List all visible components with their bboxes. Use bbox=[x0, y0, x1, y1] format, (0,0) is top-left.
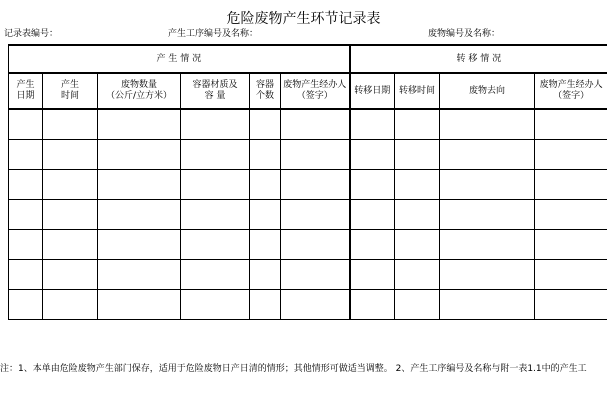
table-row bbox=[9, 140, 607, 170]
entry-cell[interactable] bbox=[535, 170, 607, 200]
column-header-line: 废物产生经办人 bbox=[283, 80, 347, 90]
entry-cell[interactable] bbox=[181, 200, 250, 230]
entry-cell[interactable] bbox=[98, 290, 181, 320]
entry-cell[interactable] bbox=[43, 140, 98, 170]
column-header-line: 转移日期 bbox=[354, 85, 391, 96]
entry-cell[interactable] bbox=[440, 200, 535, 230]
entry-cell[interactable] bbox=[98, 170, 181, 200]
entry-cell[interactable] bbox=[350, 170, 395, 200]
table-row bbox=[9, 170, 607, 200]
entry-cell[interactable] bbox=[535, 260, 607, 290]
entry-cell[interactable] bbox=[535, 140, 607, 170]
column-header bbox=[43, 73, 98, 109]
entry-cell[interactable] bbox=[395, 140, 440, 170]
section-transfer-header: 转 移 情 况 bbox=[350, 45, 607, 73]
column-header bbox=[350, 73, 395, 109]
entry-cell[interactable] bbox=[250, 109, 281, 140]
entry-cell[interactable] bbox=[250, 230, 281, 260]
column-header bbox=[181, 73, 250, 109]
column-header-line: 废物去向 bbox=[469, 85, 506, 96]
record-table bbox=[8, 44, 607, 320]
table-row bbox=[9, 290, 607, 320]
entry-cell[interactable] bbox=[440, 109, 535, 140]
process-name-label: 产生工序编号及名称： bbox=[168, 29, 259, 39]
entry-cell[interactable] bbox=[440, 170, 535, 200]
column-header bbox=[98, 73, 181, 109]
section-production-header: 产 生 情 况 bbox=[9, 45, 350, 73]
column-header-line: 容器材质及 bbox=[192, 80, 238, 90]
entry-cell[interactable] bbox=[9, 260, 43, 290]
column-header bbox=[395, 73, 440, 109]
entry-cell[interactable] bbox=[395, 290, 440, 320]
table-row bbox=[9, 260, 607, 290]
column-header-line: 容器 bbox=[255, 80, 274, 90]
entry-cell[interactable] bbox=[9, 170, 43, 200]
column-header-line: （签字） bbox=[296, 91, 333, 101]
column-header-line: （公斤/立方米） bbox=[105, 91, 173, 101]
entry-cell[interactable] bbox=[181, 230, 250, 260]
entry-cell[interactable] bbox=[181, 170, 250, 200]
entry-cell[interactable] bbox=[43, 260, 98, 290]
entry-cell[interactable] bbox=[9, 290, 43, 320]
column-header bbox=[440, 73, 535, 109]
footnote: 注：1、本单由危险废物产生部门保存，适用于危险废物日产日清的情形；其他情形可做适当调整。 2、产生工序编号及名称与附一表1.1中的产生工 bbox=[0, 364, 587, 374]
column-header-line: 时间 bbox=[60, 91, 79, 101]
table-row bbox=[9, 109, 607, 140]
entry-cell[interactable] bbox=[440, 260, 535, 290]
column-header bbox=[250, 73, 281, 109]
entry-cell[interactable] bbox=[43, 290, 98, 320]
entry-cell[interactable] bbox=[250, 170, 281, 200]
entry-cell[interactable] bbox=[98, 109, 181, 140]
form-title: 危险废物产生环节记录表 bbox=[226, 11, 381, 27]
entry-cell[interactable] bbox=[43, 109, 98, 140]
entry-cell[interactable] bbox=[350, 200, 395, 230]
column-header-line: 废物产生经办人 bbox=[539, 80, 603, 90]
column-header bbox=[9, 73, 43, 109]
entry-cell[interactable] bbox=[9, 200, 43, 230]
entry-cell[interactable] bbox=[281, 109, 350, 140]
entry-cell[interactable] bbox=[98, 230, 181, 260]
entry-cell[interactable] bbox=[350, 140, 395, 170]
entry-cell[interactable] bbox=[98, 260, 181, 290]
entry-cell[interactable] bbox=[250, 290, 281, 320]
column-header bbox=[281, 73, 350, 109]
entry-cell[interactable] bbox=[350, 230, 395, 260]
column-header bbox=[535, 73, 607, 109]
entry-cell[interactable] bbox=[98, 140, 181, 170]
column-header-line: 产生 bbox=[16, 80, 35, 90]
entry-cell[interactable] bbox=[395, 230, 440, 260]
column-header-line: 转移时间 bbox=[399, 85, 436, 96]
table-row bbox=[9, 200, 607, 230]
entry-cell[interactable] bbox=[9, 140, 43, 170]
entry-cell[interactable] bbox=[281, 170, 350, 200]
entry-cell[interactable] bbox=[395, 170, 440, 200]
entry-cell[interactable] bbox=[9, 109, 43, 140]
entry-cell[interactable] bbox=[43, 230, 98, 260]
table-row bbox=[9, 230, 607, 260]
entry-cell[interactable] bbox=[281, 230, 350, 260]
entry-cell[interactable] bbox=[181, 109, 250, 140]
entry-cell[interactable] bbox=[535, 200, 607, 230]
column-header-line: 个数 bbox=[255, 91, 274, 101]
record-number-label: 记录表编号： bbox=[4, 29, 59, 39]
entry-cell[interactable] bbox=[281, 140, 350, 170]
entry-cell[interactable] bbox=[43, 200, 98, 230]
entry-cell[interactable] bbox=[250, 200, 281, 230]
entry-cell[interactable] bbox=[181, 140, 250, 170]
column-header-line: 废物数量 bbox=[120, 80, 157, 90]
entry-cell[interactable] bbox=[395, 200, 440, 230]
column-header-line: 日期 bbox=[16, 91, 35, 101]
entry-cell[interactable] bbox=[440, 140, 535, 170]
entry-cell[interactable] bbox=[440, 230, 535, 260]
column-header-line: 产生 bbox=[60, 80, 79, 90]
entry-cell[interactable] bbox=[43, 170, 98, 200]
entry-cell[interactable] bbox=[250, 140, 281, 170]
column-header-line: 容 量 bbox=[204, 91, 226, 101]
entry-cell[interactable] bbox=[440, 290, 535, 320]
entry-cell[interactable] bbox=[181, 260, 250, 290]
waste-name-label: 废物编号及名称： bbox=[428, 29, 501, 39]
entry-cell[interactable] bbox=[9, 230, 43, 260]
entry-cell[interactable] bbox=[535, 230, 607, 260]
entry-cell[interactable] bbox=[350, 260, 395, 290]
entry-cell[interactable] bbox=[250, 260, 281, 290]
entry-cell[interactable] bbox=[395, 260, 440, 290]
entry-cell[interactable] bbox=[281, 290, 350, 320]
entry-cell[interactable] bbox=[395, 109, 440, 140]
entry-cell[interactable] bbox=[181, 290, 250, 320]
entry-cell[interactable] bbox=[281, 260, 350, 290]
entry-cell[interactable] bbox=[98, 200, 181, 230]
entry-cell[interactable] bbox=[350, 109, 395, 140]
entry-cell[interactable] bbox=[535, 290, 607, 320]
column-header-line: （签字） bbox=[553, 91, 590, 101]
entry-cell[interactable] bbox=[281, 200, 350, 230]
entry-cell[interactable] bbox=[535, 109, 607, 140]
entry-cell[interactable] bbox=[350, 290, 395, 320]
